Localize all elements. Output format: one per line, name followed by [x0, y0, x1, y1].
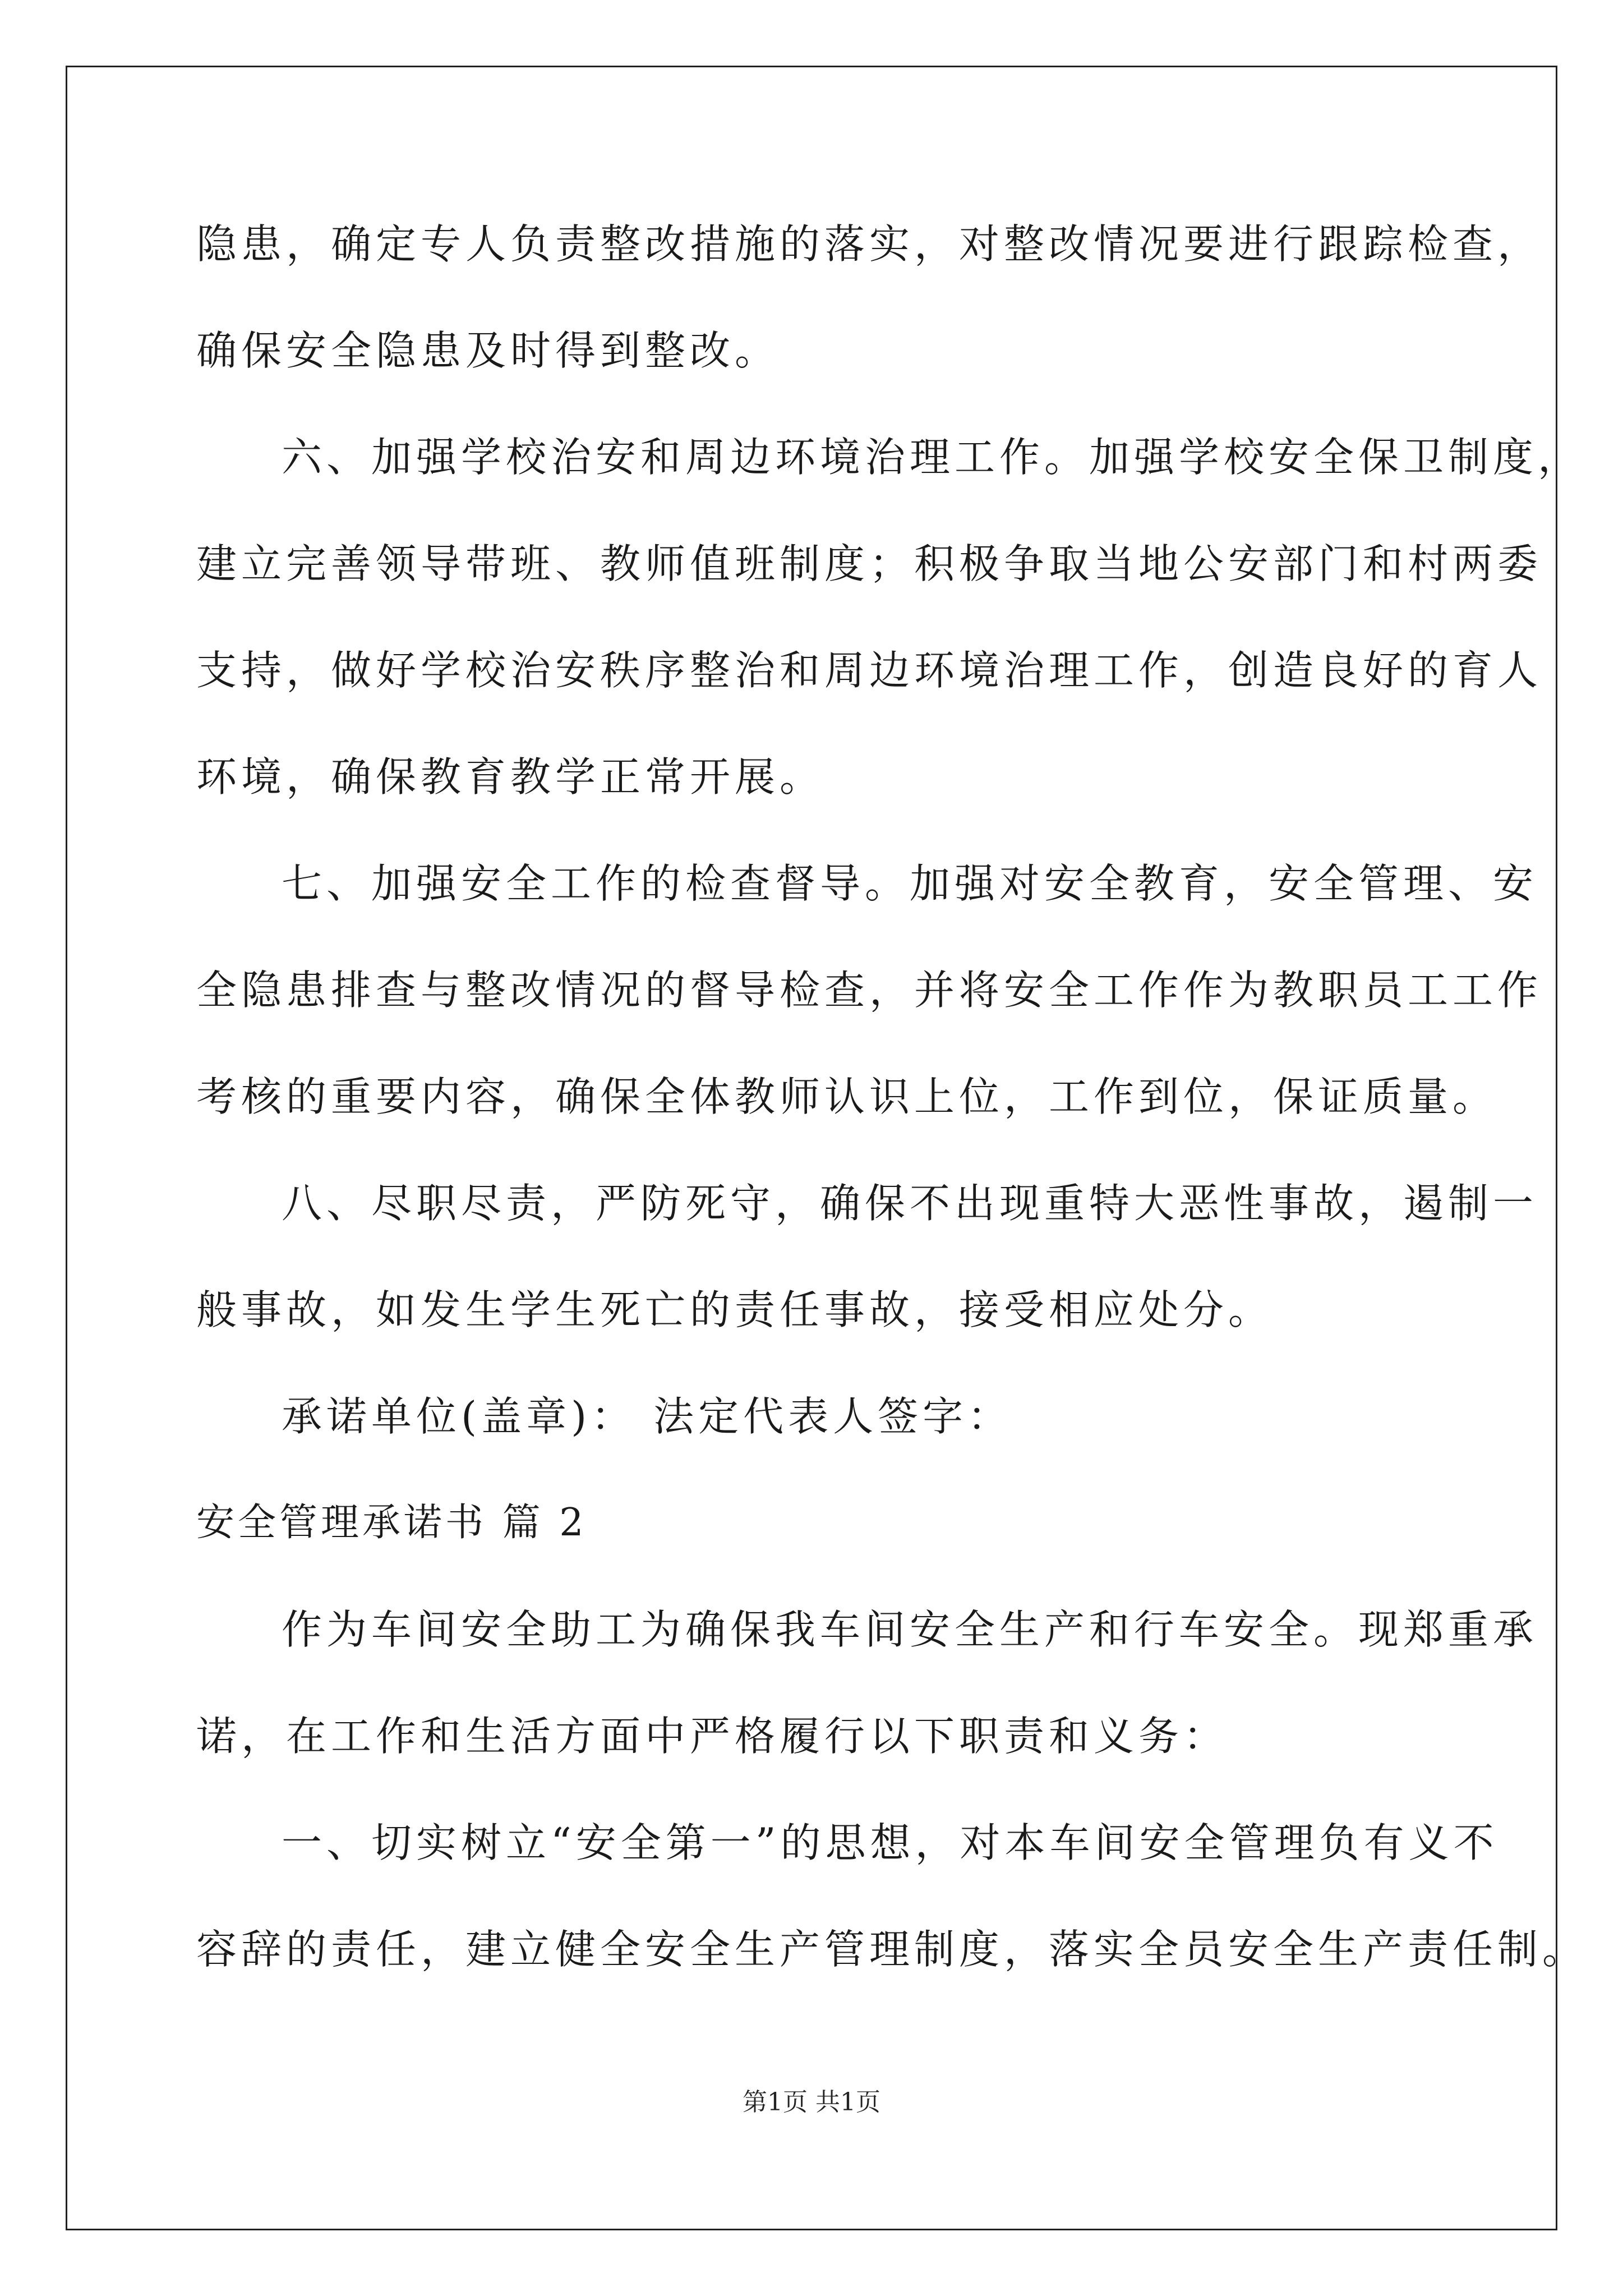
signature-line: 承诺单位(盖章)： 法定代表人签字： — [282, 1393, 1013, 1440]
text-line: 全隐患排查与整改情况的督导检查，并将安全工作作为教职员工工作 — [196, 967, 1543, 1014]
text-line: 环境，确保教育教学正常开展。 — [196, 753, 825, 800]
document-body — [196, 191, 1588, 2003]
text-line: 建立完善领导带班、教师值班制度；积极争取当地公安部门和村两委 — [196, 540, 1543, 587]
text-line: 容辞的责任，建立健全安全生产管理制度，落实全员安全生产责任制。 — [196, 1926, 1588, 1973]
section-heading: 安全管理承诺书 篇 2 — [196, 1501, 587, 1545]
text-line: 七、加强安全工作的检查督导。加强对安全教育，安全管理、安 — [282, 860, 1538, 907]
text-line: 隐患，确定专人负责整改措施的落实，对整改情况要进行跟踪检查， — [196, 220, 1543, 268]
text-line: 一、切实树立“安全第一”的思想，对本车间安全管理负有义不 — [282, 1819, 1498, 1866]
text-line: 诺，在工作和生活方面中严格履行以下职责和义务： — [196, 1713, 1229, 1760]
text-line: 支持，做好学校治安秩序整治和周边环境治理工作，创造良好的育人 — [196, 647, 1543, 694]
text-line: 作为车间安全助工为确保我车间安全生产和行车安全。现郑重承 — [282, 1606, 1538, 1653]
text-line: 般事故，如发生学生死亡的责任事故，接受相应处分。 — [196, 1286, 1274, 1333]
text-line: 六、加强学校治安和周边环境治理工作。加强学校安全保卫制度， — [282, 434, 1583, 481]
text-line: 确保安全隐患及时得到整改。 — [196, 327, 780, 374]
text-line: 考核的重要内容，确保全体教师认识上位，工作到位，保证质量。 — [196, 1073, 1498, 1120]
text-line: 八、尽职尽责，严防死守，确保不出现重特大恶性事故，遏制一 — [282, 1180, 1538, 1227]
page-footer: 第1页 共1页 — [743, 2088, 880, 2116]
